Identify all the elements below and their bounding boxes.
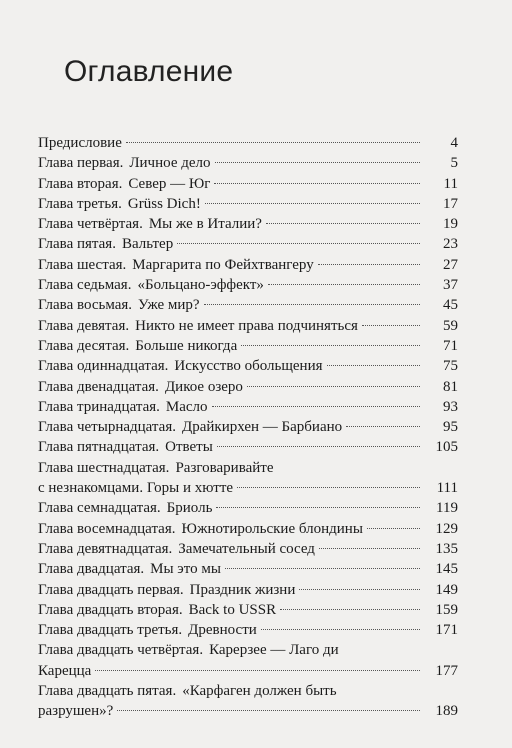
dot-leader bbox=[261, 629, 420, 630]
chapter-label: Глава вторая. bbox=[38, 175, 123, 192]
toc-entry bbox=[38, 519, 458, 539]
page-number: 37 bbox=[443, 277, 458, 294]
toc-entry bbox=[38, 214, 458, 234]
page-title: Оглавление bbox=[64, 55, 234, 88]
chapter-label: Глава девятая. bbox=[38, 317, 130, 334]
page-number: 45 bbox=[443, 297, 458, 314]
dot-leader bbox=[212, 406, 420, 407]
chapter-label: Глава пятая. bbox=[38, 236, 116, 253]
chapter-title: Мы же в Италии? bbox=[148, 216, 262, 233]
chapter-title: Вальтер bbox=[121, 236, 174, 253]
chapter-label: Глава тринадцатая. bbox=[38, 398, 160, 415]
page-number: 129 bbox=[435, 520, 458, 537]
page-number: 23 bbox=[443, 236, 458, 253]
toc-entry bbox=[38, 437, 458, 457]
toc-entry bbox=[38, 580, 458, 600]
toc-entry bbox=[38, 255, 458, 275]
dot-leader bbox=[225, 568, 420, 569]
chapter-label: Глава девятнадцатая. bbox=[38, 540, 173, 557]
chapter-title: Ответы bbox=[165, 439, 213, 456]
toc-entry bbox=[38, 377, 458, 397]
chapter-title: Древности bbox=[188, 622, 257, 639]
toc-entry bbox=[38, 194, 458, 214]
page-number: 81 bbox=[443, 378, 458, 395]
page-number: 111 bbox=[436, 480, 458, 497]
chapter-label: Глава двадцатая. bbox=[38, 561, 145, 578]
page-number: 135 bbox=[435, 540, 458, 557]
chapter-title: Бриоль bbox=[166, 500, 213, 517]
chapter-title: Север — Юг bbox=[128, 175, 211, 192]
dot-leader bbox=[205, 203, 420, 204]
page-number: 171 bbox=[435, 622, 458, 639]
chapter-label: Глава одиннадцатая. bbox=[38, 358, 169, 375]
chapter-label: Глава седьмая. bbox=[38, 277, 132, 294]
toc-entry bbox=[38, 640, 458, 681]
dot-leader bbox=[299, 589, 420, 590]
chapter-label: Глава восьмая. bbox=[38, 297, 133, 314]
toc-entry bbox=[38, 681, 458, 722]
chapter-title: Маргарита по Фейхтвангеру bbox=[132, 256, 314, 273]
dot-leader bbox=[215, 162, 421, 163]
chapter-title: Искусство обольщения bbox=[174, 358, 323, 375]
dot-leader bbox=[214, 183, 420, 184]
toc-entry bbox=[38, 600, 458, 620]
chapter-title: Карерзее — Лаго ди bbox=[209, 642, 339, 659]
toc-entry bbox=[38, 539, 458, 559]
page-number: 105 bbox=[435, 439, 458, 456]
dot-leader bbox=[318, 264, 420, 265]
dot-leader bbox=[241, 345, 420, 346]
toc-entry bbox=[38, 559, 458, 579]
chapter-title-continued: с незнакомцами. Горы и хютте bbox=[38, 480, 234, 497]
chapter-label: Глава десятая. bbox=[38, 337, 130, 354]
dot-leader bbox=[216, 507, 420, 508]
dot-leader bbox=[204, 304, 420, 305]
chapter-label: Глава пятнадцатая. bbox=[38, 439, 160, 456]
dot-leader bbox=[319, 548, 420, 549]
chapter-title: «Карфаген должен быть bbox=[182, 683, 337, 700]
toc-entry bbox=[38, 336, 458, 356]
toc-entry bbox=[38, 397, 458, 417]
toc-entry bbox=[38, 316, 458, 336]
page-number: 189 bbox=[435, 703, 458, 720]
page-number: 149 bbox=[435, 581, 458, 598]
chapter-title: Мы это мы bbox=[150, 561, 221, 578]
chapter-title: Разговаривайте bbox=[175, 459, 274, 476]
toc-entry bbox=[38, 417, 458, 437]
page-number: 177 bbox=[435, 662, 458, 679]
chapter-title: Южнотирольские блондины bbox=[181, 520, 363, 537]
chapter-title: Уже мир? bbox=[138, 297, 200, 314]
chapter-title-continued: разрушен»? bbox=[38, 703, 114, 720]
chapter-title-continued: Карецца bbox=[38, 662, 92, 679]
toc-entry bbox=[38, 153, 458, 173]
page-number: 93 bbox=[443, 398, 458, 415]
page-number: 4 bbox=[450, 135, 458, 151]
page-number: 27 bbox=[443, 256, 458, 273]
dot-leader bbox=[280, 609, 420, 610]
dot-leader bbox=[237, 487, 420, 488]
dot-leader bbox=[367, 528, 420, 529]
page-number: 11 bbox=[443, 175, 458, 192]
dot-leader bbox=[346, 426, 420, 427]
dot-leader bbox=[362, 325, 420, 326]
table-of-contents bbox=[38, 133, 458, 722]
page-number: 71 bbox=[443, 337, 458, 354]
toc-entry bbox=[38, 133, 458, 153]
page-number: 145 bbox=[435, 561, 458, 578]
toc-entry bbox=[38, 295, 458, 315]
dot-leader bbox=[95, 670, 420, 671]
chapter-label: Глава двадцать пятая. bbox=[38, 683, 177, 700]
page-number: 159 bbox=[435, 601, 458, 618]
chapter-title: Никто не имеет права подчиняться bbox=[135, 317, 358, 334]
chapter-label: Глава третья. bbox=[38, 195, 122, 212]
chapter-label: Глава шестая. bbox=[38, 256, 127, 273]
chapter-label: Глава семнадцатая. bbox=[38, 500, 161, 517]
page-number: 5 bbox=[450, 155, 458, 172]
chapter-label: Глава двадцать первая. bbox=[38, 581, 184, 598]
page-number: 75 bbox=[443, 358, 458, 375]
chapter-label: Глава первая. bbox=[38, 155, 124, 172]
chapter-title: Масло bbox=[165, 398, 208, 415]
page-number: 59 bbox=[443, 317, 458, 334]
toc-entry bbox=[38, 498, 458, 518]
chapter-label: Глава четвёртая. bbox=[38, 216, 143, 233]
dot-leader bbox=[327, 365, 421, 366]
chapter-title: Драйкирхен — Барбиано bbox=[181, 419, 343, 436]
chapter-label: Глава двадцать вторая. bbox=[38, 601, 183, 618]
chapter-label: Глава четырнадцатая. bbox=[38, 419, 176, 436]
dot-leader bbox=[117, 710, 420, 711]
dot-leader bbox=[247, 386, 420, 387]
dot-leader bbox=[126, 142, 420, 143]
toc-entry bbox=[38, 620, 458, 640]
toc-entry bbox=[38, 174, 458, 194]
chapter-title: Дикое озеро bbox=[164, 378, 243, 395]
toc-entry bbox=[38, 356, 458, 376]
chapter-title: «Больцано-эффект» bbox=[137, 277, 264, 294]
dot-leader bbox=[266, 223, 420, 224]
chapter-title: Grüss Dich! bbox=[127, 195, 201, 212]
chapter-title: Back to USSR bbox=[188, 601, 277, 618]
page-number: 119 bbox=[436, 500, 458, 517]
chapter-title: Праздник жизни bbox=[189, 581, 296, 598]
chapter-label: Глава шестнадцатая. bbox=[38, 459, 170, 476]
chapter-label: Предисловие bbox=[38, 135, 122, 151]
chapter-title: Личное дело bbox=[129, 155, 211, 172]
toc-entry bbox=[38, 458, 458, 499]
dot-leader bbox=[217, 446, 420, 447]
chapter-label: Глава двадцать четвёртая. bbox=[38, 642, 204, 659]
page-number: 17 bbox=[443, 195, 458, 212]
chapter-title: Замечательный сосед bbox=[178, 540, 315, 557]
chapter-label: Глава двенадцатая. bbox=[38, 378, 159, 395]
chapter-label: Глава двадцать третья. bbox=[38, 622, 183, 639]
toc-entry bbox=[38, 275, 458, 295]
page-number: 19 bbox=[443, 216, 458, 233]
toc-entry bbox=[38, 234, 458, 254]
chapter-label: Глава восемнадцатая. bbox=[38, 520, 176, 537]
dot-leader bbox=[177, 243, 420, 244]
chapter-title: Больше никогда bbox=[135, 337, 238, 354]
dot-leader bbox=[268, 284, 420, 285]
page-number: 95 bbox=[443, 419, 458, 436]
